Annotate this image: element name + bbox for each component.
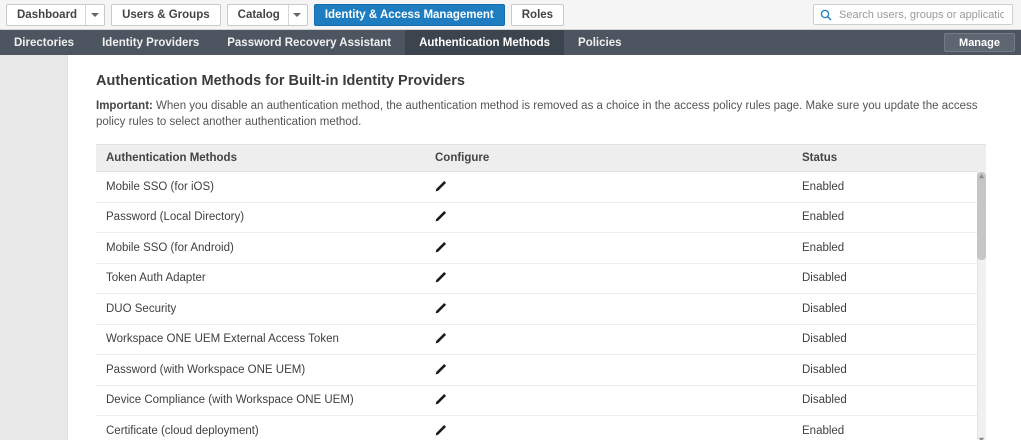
nav-tab-label: Identity & Access Management bbox=[324, 8, 494, 21]
pencil-icon[interactable] bbox=[435, 392, 448, 405]
chevron-down-icon[interactable] bbox=[85, 5, 103, 25]
nav-tab-label: Dashboard bbox=[17, 8, 78, 21]
manage-button[interactable] bbox=[944, 33, 1015, 52]
cell-configure[interactable] bbox=[426, 416, 716, 440]
nav-tab-dashboard[interactable] bbox=[6, 4, 105, 26]
pencil-icon[interactable] bbox=[435, 423, 448, 436]
cell-status: Enabled bbox=[716, 416, 986, 440]
table-row[interactable] bbox=[96, 294, 986, 325]
cell-status: Enabled bbox=[716, 202, 986, 233]
cell-configure[interactable] bbox=[426, 202, 716, 233]
cell-status: Disabled bbox=[716, 294, 986, 325]
cell-method-name: Token Auth Adapter bbox=[96, 263, 426, 294]
table-row[interactable] bbox=[96, 324, 986, 355]
search-icon bbox=[820, 9, 832, 21]
scroll-down-icon[interactable] bbox=[978, 436, 985, 440]
chevron-down-icon[interactable] bbox=[288, 5, 306, 25]
table-row[interactable] bbox=[96, 385, 986, 416]
scroll-up-icon[interactable] bbox=[978, 173, 985, 180]
nav-tab-identity-and-access-management[interactable] bbox=[314, 4, 505, 26]
table-row[interactable] bbox=[96, 416, 986, 440]
cell-status: Disabled bbox=[716, 355, 986, 386]
pencil-icon[interactable] bbox=[435, 179, 448, 192]
table-row[interactable] bbox=[96, 202, 986, 233]
subnav-item-policies[interactable] bbox=[564, 30, 635, 55]
important-note-label: Important: bbox=[96, 100, 153, 112]
subnav-item-directories[interactable] bbox=[0, 30, 88, 55]
column-header-configure: Configure bbox=[426, 145, 716, 172]
page-body bbox=[0, 55, 1021, 440]
search-input[interactable] bbox=[837, 8, 1006, 22]
subnav-item-label: Directories bbox=[14, 36, 75, 49]
cell-configure[interactable] bbox=[426, 263, 716, 294]
cell-status: Disabled bbox=[716, 385, 986, 416]
table-header-row bbox=[96, 145, 986, 172]
cell-method-name: Mobile SSO (for Android) bbox=[96, 233, 426, 264]
nav-tab-users-and-groups[interactable] bbox=[111, 4, 221, 26]
pencil-icon[interactable] bbox=[435, 362, 448, 375]
table-scrollbar-thumb[interactable] bbox=[977, 172, 986, 260]
nav-tab-roles[interactable] bbox=[511, 4, 564, 26]
subnav-item-label: Authentication Methods bbox=[419, 36, 551, 49]
important-note-text: When you disable an authentication method, the authentication method is removed as a choice in the access policy rules page. Make sure you update the access policy rules to select another authentication method. bbox=[96, 100, 978, 128]
left-rail bbox=[0, 55, 68, 440]
cell-method-name: Mobile SSO (for iOS) bbox=[96, 172, 426, 203]
cell-method-name: Password (with Workspace ONE UEM) bbox=[96, 355, 426, 386]
pencil-icon[interactable] bbox=[435, 331, 448, 344]
subnav-item-password-recovery-assistant[interactable] bbox=[213, 30, 405, 55]
cell-configure[interactable] bbox=[426, 233, 716, 264]
subnav-item-authentication-methods[interactable] bbox=[405, 30, 564, 55]
subnav-item-label: Identity Providers bbox=[102, 36, 200, 49]
subnav-item-identity-providers[interactable] bbox=[88, 30, 213, 55]
column-header-authentication-methods: Authentication Methods bbox=[96, 145, 426, 172]
cell-configure[interactable] bbox=[426, 355, 716, 386]
sub-navigation-bar bbox=[0, 30, 1021, 55]
top-navigation-bar bbox=[0, 0, 1021, 30]
table-row[interactable] bbox=[96, 233, 986, 264]
authentication-methods-table bbox=[96, 144, 986, 440]
cell-configure[interactable] bbox=[426, 294, 716, 325]
table-row[interactable] bbox=[96, 172, 986, 203]
important-note bbox=[96, 98, 996, 130]
cell-method-name: DUO Security bbox=[96, 294, 426, 325]
authentication-methods-table-wrapper bbox=[96, 144, 986, 440]
main-content bbox=[68, 55, 1021, 440]
cell-status: Disabled bbox=[716, 324, 986, 355]
pencil-icon[interactable] bbox=[435, 209, 448, 222]
table-row[interactable] bbox=[96, 263, 986, 294]
nav-tab-catalog[interactable] bbox=[227, 4, 308, 26]
pencil-icon[interactable] bbox=[435, 270, 448, 283]
nav-tab-label: Catalog bbox=[237, 8, 280, 21]
cell-method-name: Device Compliance (with Workspace ONE UEM) bbox=[96, 385, 426, 416]
column-header-status: Status bbox=[716, 145, 986, 172]
cell-configure[interactable] bbox=[426, 324, 716, 355]
cell-status: Enabled bbox=[716, 233, 986, 264]
global-search[interactable] bbox=[813, 4, 1013, 25]
page-title: Authentication Methods for Built-in Identity Providers bbox=[96, 73, 465, 89]
cell-status: Enabled bbox=[716, 172, 986, 203]
cell-configure[interactable] bbox=[426, 172, 716, 203]
nav-tab-label: Users & Groups bbox=[122, 8, 210, 21]
manage-button-label: Manage bbox=[959, 36, 1000, 49]
cell-configure[interactable] bbox=[426, 385, 716, 416]
cell-method-name: Password (Local Directory) bbox=[96, 202, 426, 233]
subnav-item-label: Policies bbox=[578, 36, 622, 49]
table-body bbox=[96, 172, 986, 440]
nav-tab-label: Roles bbox=[521, 8, 554, 21]
pencil-icon[interactable] bbox=[435, 240, 448, 253]
table-row[interactable] bbox=[96, 355, 986, 386]
pencil-icon[interactable] bbox=[435, 301, 448, 314]
cell-method-name: Workspace ONE UEM External Access Token bbox=[96, 324, 426, 355]
cell-status: Disabled bbox=[716, 263, 986, 294]
subnav-item-label: Password Recovery Assistant bbox=[227, 36, 392, 49]
cell-method-name: Certificate (cloud deployment) bbox=[96, 416, 426, 440]
